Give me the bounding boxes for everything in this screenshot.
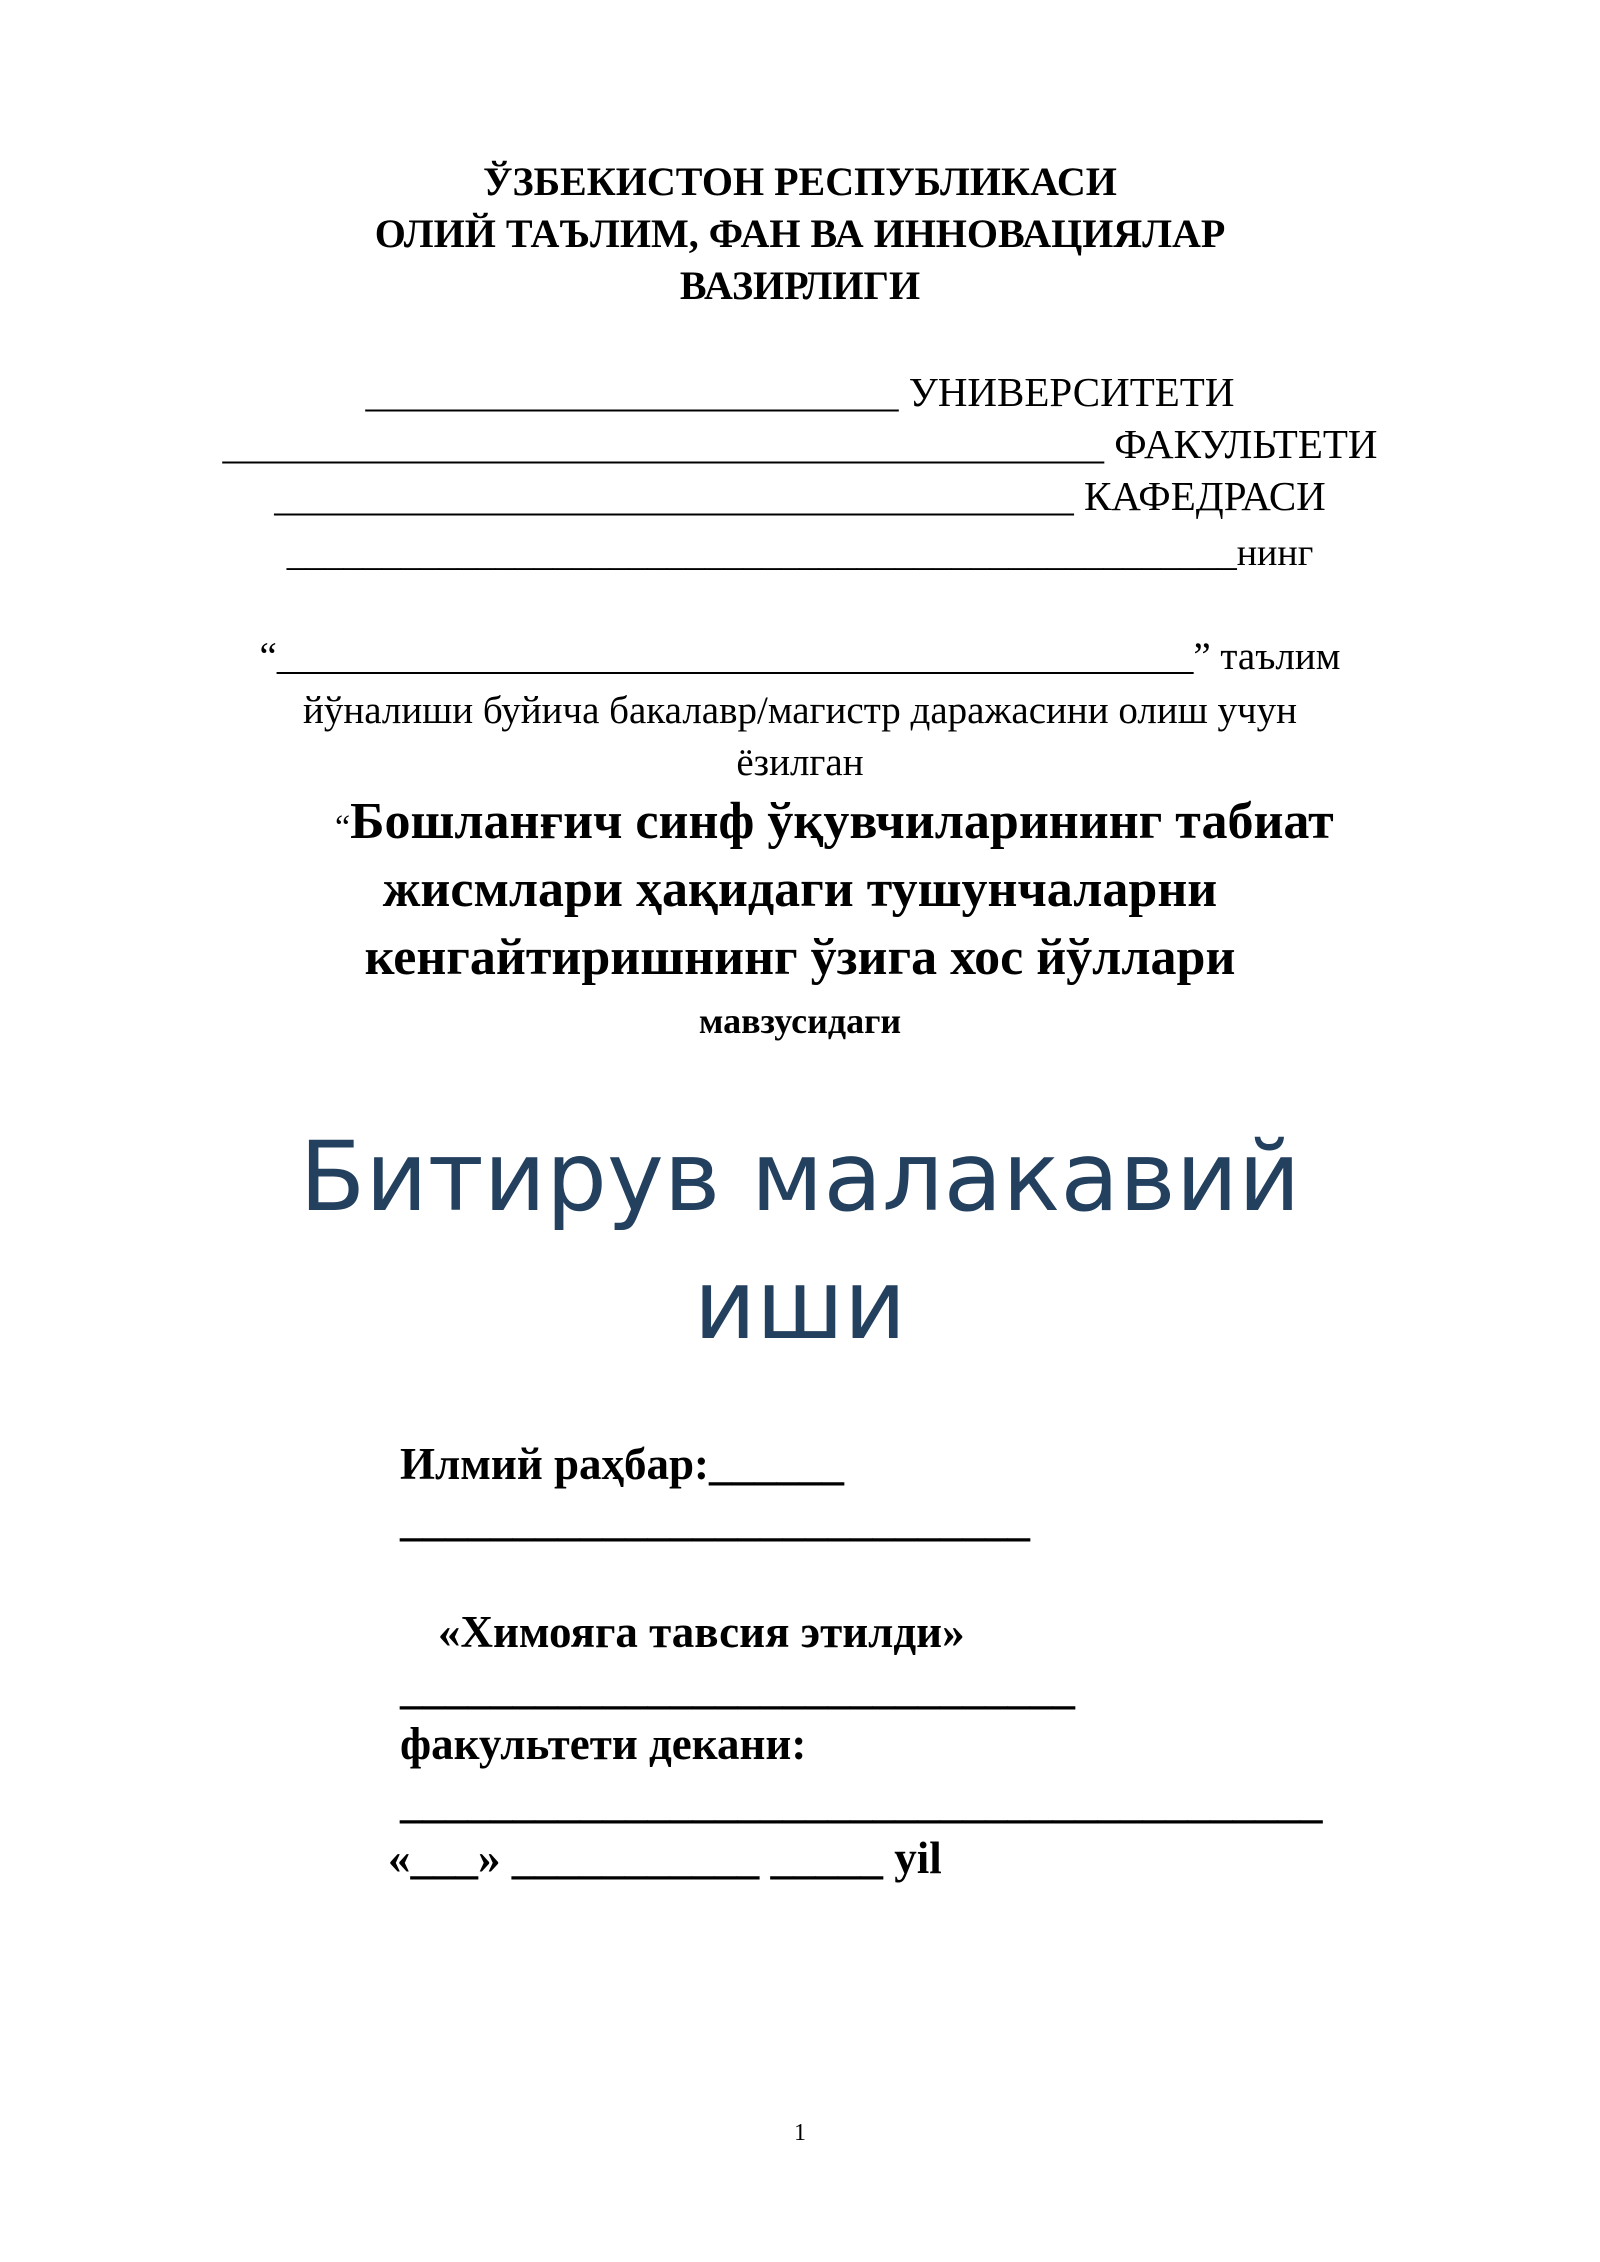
faculty-line: ___________________________________________ ФАКУЛЬТЕТИ — [222, 421, 1378, 467]
ministry-header-line-2: ОЛИЙ ТАЪЛИМ, ФАН ВА ИННОВАЦИЯЛАР — [374, 211, 1226, 256]
supervisor-label: Илмий раҳбар:______ — [400, 1439, 845, 1489]
document-title-line-1: Битирув малакавий — [299, 1121, 1301, 1233]
department-line: _______________________________________ КАФЕДРАСИ — [274, 473, 1326, 519]
topic-open-quote: “ — [335, 809, 351, 846]
university-line: __________________________ УНИВЕРСИТЕТИ — [365, 369, 1235, 415]
recommended-label: «Химояга тавсия этилди» — [438, 1607, 965, 1657]
direction-line-1: “_______________________________________________” таълим — [259, 635, 1341, 678]
student-line: __________________________________________________нинг — [286, 532, 1314, 574]
topic-line-1 — [335, 788, 1334, 862]
topic-line-2: жисмлари ҳақидаги тушунчаларни — [382, 861, 1218, 918]
date-line: «___» ___________ _____ yil — [388, 1833, 942, 1883]
page-number: 1 — [794, 2120, 806, 2146]
ministry-header-line-1: ЎЗБЕКИСТОН РЕСПУБЛИКАСИ — [483, 159, 1117, 204]
direction-line-3: ёзилган — [736, 741, 864, 784]
ministry-header-line-3: ВАЗИРЛИГИ — [679, 263, 921, 308]
topic-line-3: кенгайтиришнинг ўзига хос йўллари — [364, 929, 1236, 986]
recommended-signature-line: ______________________________ — [400, 1663, 1075, 1713]
dean-label: факультети декани: — [400, 1719, 807, 1769]
topic-suffix: мавзусидаги — [698, 1001, 902, 1041]
direction-line-2: йўналиши буйича бакалавр/магистр даражасини олиш учун — [303, 689, 1297, 732]
supervisor-signature-line: ____________________________ — [400, 1495, 1030, 1545]
document-title-line-2: иши — [693, 1249, 907, 1361]
dean-signature-line: _________________________________________ — [400, 1777, 1323, 1827]
topic-line-1-text: Бошланғич синф ўқувчиларининг табиат — [350, 793, 1334, 850]
